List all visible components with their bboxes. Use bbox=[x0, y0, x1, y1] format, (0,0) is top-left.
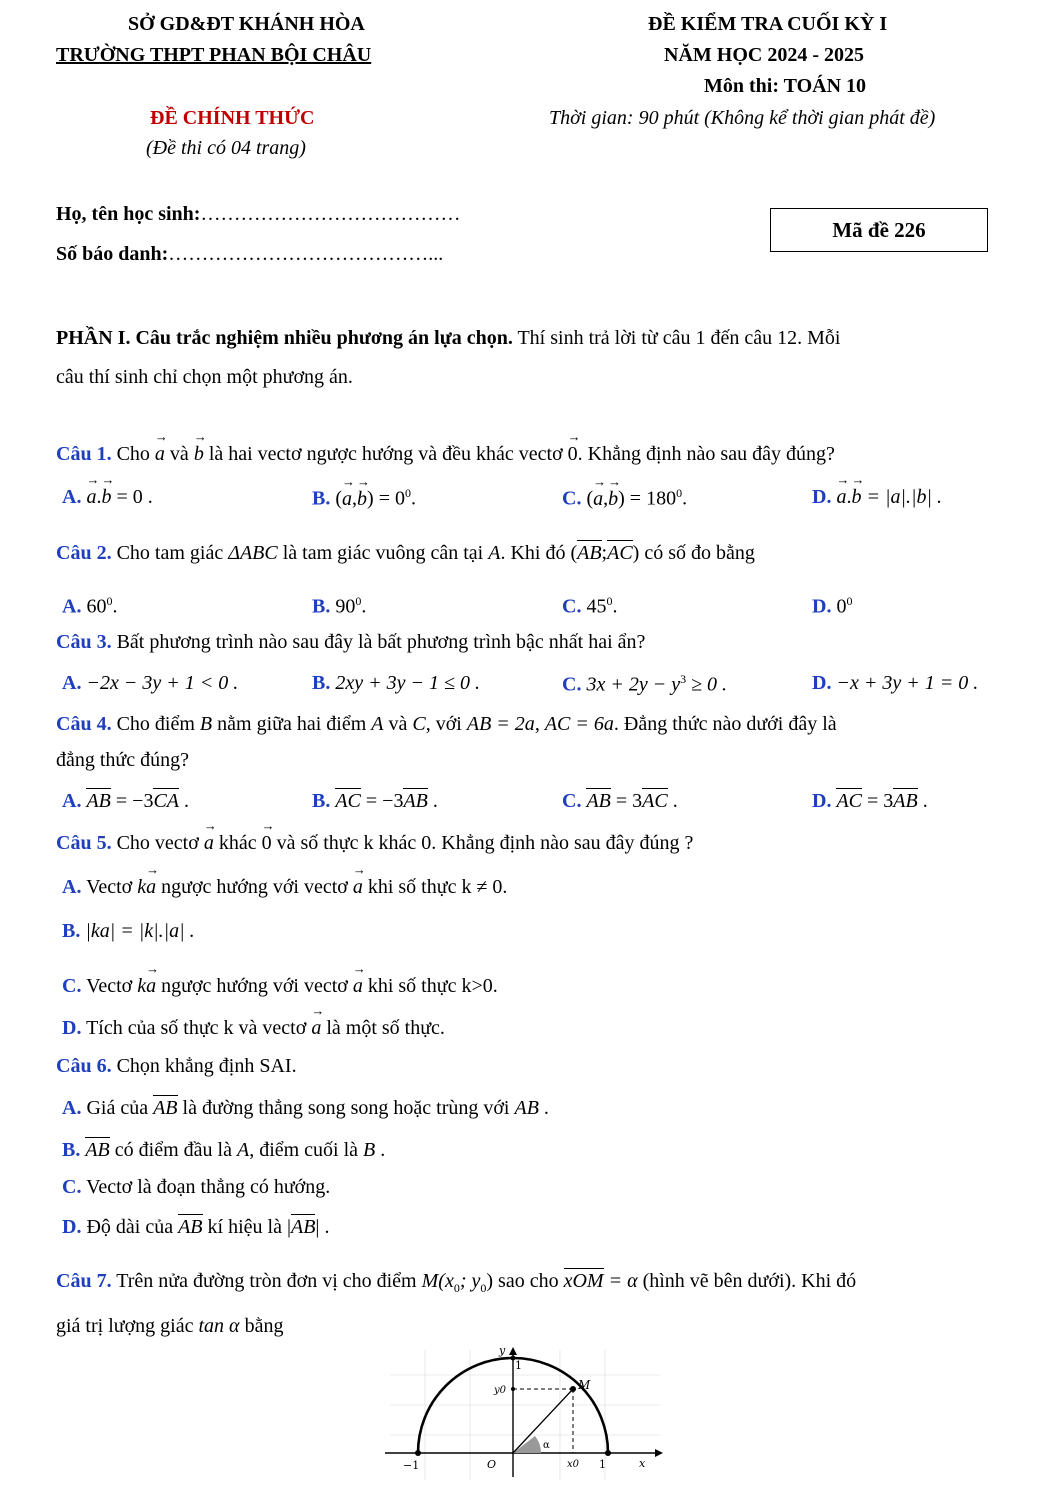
student-name-dots: ………………………………… bbox=[200, 203, 461, 225]
q2-option-d[interactable]: D. $0^0$ bbox=[812, 594, 853, 618]
student-id-label: Số báo danh: bbox=[56, 243, 169, 265]
q4-option-d[interactable]: D. AC = 3AB . bbox=[812, 790, 928, 812]
exam-title: ĐỀ KIỂM TRA CUỐI KỲ I bbox=[648, 13, 888, 35]
vector-a: → a bbox=[155, 443, 165, 466]
q2-option-a[interactable]: A. $60^0$. bbox=[62, 594, 118, 618]
time-note: Thời gian: 90 phút (Không kể thời gian phát đề) bbox=[549, 107, 936, 129]
q3-option-c[interactable]: C. $3x + 2y - y^3 \ge 0$ . bbox=[562, 672, 728, 696]
vector-b: → b bbox=[194, 443, 204, 466]
q2-option-c[interactable]: C. $45^0$. bbox=[562, 594, 618, 618]
q3-option-a[interactable]: A. −2x − 3y + 1 < 0 . bbox=[62, 672, 239, 694]
q5-option-b[interactable]: B. |ka| = |k|.|a| . bbox=[62, 920, 195, 942]
pages-note: (Đề thi có 04 trang) bbox=[146, 137, 306, 159]
q1-option-d[interactable]: D. → a.→ b = |a|.|b| . bbox=[812, 486, 942, 509]
q3-option-d[interactable]: D. −x + 3y + 1 = 0 . bbox=[812, 672, 979, 694]
zero-vector: → 0 bbox=[568, 443, 578, 466]
fig-y0: y0 bbox=[494, 1385, 507, 1396]
point-M bbox=[570, 1386, 576, 1392]
q5-option-a[interactable]: A. Vectơ k→ a ngược hướng với vectơ → a khi số thực k ≠ 0. bbox=[62, 876, 507, 899]
fig-alpha: α bbox=[543, 1440, 550, 1451]
q1-option-b[interactable]: B. (→ $a,\to b) = 0^0$. bbox=[312, 486, 416, 511]
student-name-label: Họ, tên học sinh: bbox=[56, 203, 201, 225]
q6-option-d[interactable]: D. Độ dài của AB kí hiệu là |AB| . bbox=[62, 1216, 330, 1238]
q5-stem: Câu 5. Cho vectơ → a khác → 0 và số thực k khác 0. Khẳng định nào sau đây đúng ? bbox=[56, 832, 693, 855]
fig-y-label: y bbox=[499, 1345, 506, 1357]
q3-label: Câu 3. bbox=[56, 631, 112, 653]
q7-label: Câu 7. bbox=[56, 1270, 112, 1292]
q5-label: Câu 5. bbox=[56, 832, 112, 854]
q2-option-b[interactable]: B. $90^0$. bbox=[312, 594, 367, 618]
q4-option-b[interactable]: B. AC = −3AB . bbox=[312, 790, 438, 812]
school-department: SỞ GD&ĐT KHÁNH HÒA bbox=[128, 13, 365, 35]
q6-label: Câu 6. bbox=[56, 1055, 112, 1077]
q1-option-c[interactable]: C. (→ $a,\to b) = 180^0$. bbox=[562, 486, 687, 511]
student-id-row bbox=[56, 243, 443, 266]
unit-circle-figure bbox=[385, 1345, 665, 1485]
q4-stem: Câu 4. Cho điểm B nằm giữa hai điểm A và C, với AB = 2a, AC = 6a. Đẳng thức nào dưới đây là bbox=[56, 713, 837, 735]
student-name-row bbox=[56, 203, 460, 226]
school-year: NĂM HỌC 2024 - 2025 bbox=[664, 44, 864, 66]
part1-desc2: câu thí sinh chỉ chọn một phương án. bbox=[56, 366, 353, 388]
q5-option-c[interactable]: C. Vectơ k→ a ngược hướng với vectơ → a khi số thực k>0. bbox=[62, 975, 498, 998]
q3-stem: Câu 3. Bất phương trình nào sau đây là bất phương trình bậc nhất hai ẩn? bbox=[56, 631, 646, 653]
fig-one-right: 1 bbox=[599, 1458, 606, 1471]
subject: Môn thi: TOÁN 10 bbox=[704, 75, 867, 97]
q1-option-a[interactable]: A. → a.→ b = 0 . bbox=[62, 486, 153, 509]
part1-title: PHẦN I. Câu trắc nghiệm nhiều phương án lựa chọn. bbox=[56, 327, 513, 349]
fig-minus-one: −1 bbox=[403, 1459, 420, 1472]
q1-label: Câu 1. bbox=[56, 443, 112, 465]
exam-code-box: Mã đề 226 bbox=[770, 208, 988, 252]
part1-desc: Thí sinh trả lời từ câu 1 đến câu 12. Mỗi bbox=[512, 327, 841, 349]
q4-option-c[interactable]: C. AB = 3AC . bbox=[562, 790, 678, 812]
q4-option-a[interactable]: A. AB = −3CA . bbox=[62, 790, 190, 812]
student-id-dots: …………………………………... bbox=[168, 243, 444, 265]
q4-stem-line2: đẳng thức đúng? bbox=[56, 749, 190, 771]
q1-stem: Câu 1. Cho → a và → b là hai vectơ ngược hướng và đều khác vectơ → 0. Khẳng định nào sau đây đúng? bbox=[56, 443, 835, 466]
fig-one-top: 1 bbox=[515, 1359, 522, 1372]
fig-x0: x0 bbox=[567, 1459, 580, 1470]
q6-stem: Câu 6. Chọn khẳng định SAI. bbox=[56, 1055, 297, 1077]
fig-O: O bbox=[487, 1458, 497, 1471]
q6-option-a[interactable]: A. Giá của AB là đường thẳng song song hoặc trùng với AB . bbox=[62, 1097, 549, 1119]
q7-stem: Câu 7. Trên nửa đường tròn đơn vị cho điểm $M(x_0$; $y_0$) sao cho xOM = α (hình vẽ bên dưới). Khi đó bbox=[56, 1270, 857, 1295]
fig-x-label: x bbox=[639, 1457, 646, 1470]
q6-option-b[interactable]: B. AB có điểm đầu là A, điểm cuối là B . bbox=[62, 1139, 386, 1161]
q3-option-b[interactable]: B. 2xy + 3y − 1 ≤ 0 . bbox=[312, 672, 480, 694]
part1-line1 bbox=[56, 327, 840, 350]
q7-stem-line2: giá trị lượng giác tan α bằng bbox=[56, 1315, 284, 1337]
official-label: ĐỀ CHÍNH THỨC bbox=[150, 107, 315, 129]
q5-option-d[interactable]: D. Tích của số thực k và vectơ → a là một số thực. bbox=[62, 1017, 445, 1040]
fig-M: M bbox=[578, 1378, 591, 1392]
q2-stem: Câu 2. Cho tam giác ΔABC là tam giác vuông cân tại A. Khi đó (AB;AC) có số đo bằng bbox=[56, 542, 755, 564]
school-name: TRƯỜNG THPT PHAN BỘI CHÂU bbox=[56, 44, 372, 66]
q6-option-c[interactable]: C. Vectơ là đoạn thẳng có hướng. bbox=[62, 1176, 331, 1198]
q2-label: Câu 2. bbox=[56, 542, 112, 564]
q4-label: Câu 4. bbox=[56, 713, 112, 735]
